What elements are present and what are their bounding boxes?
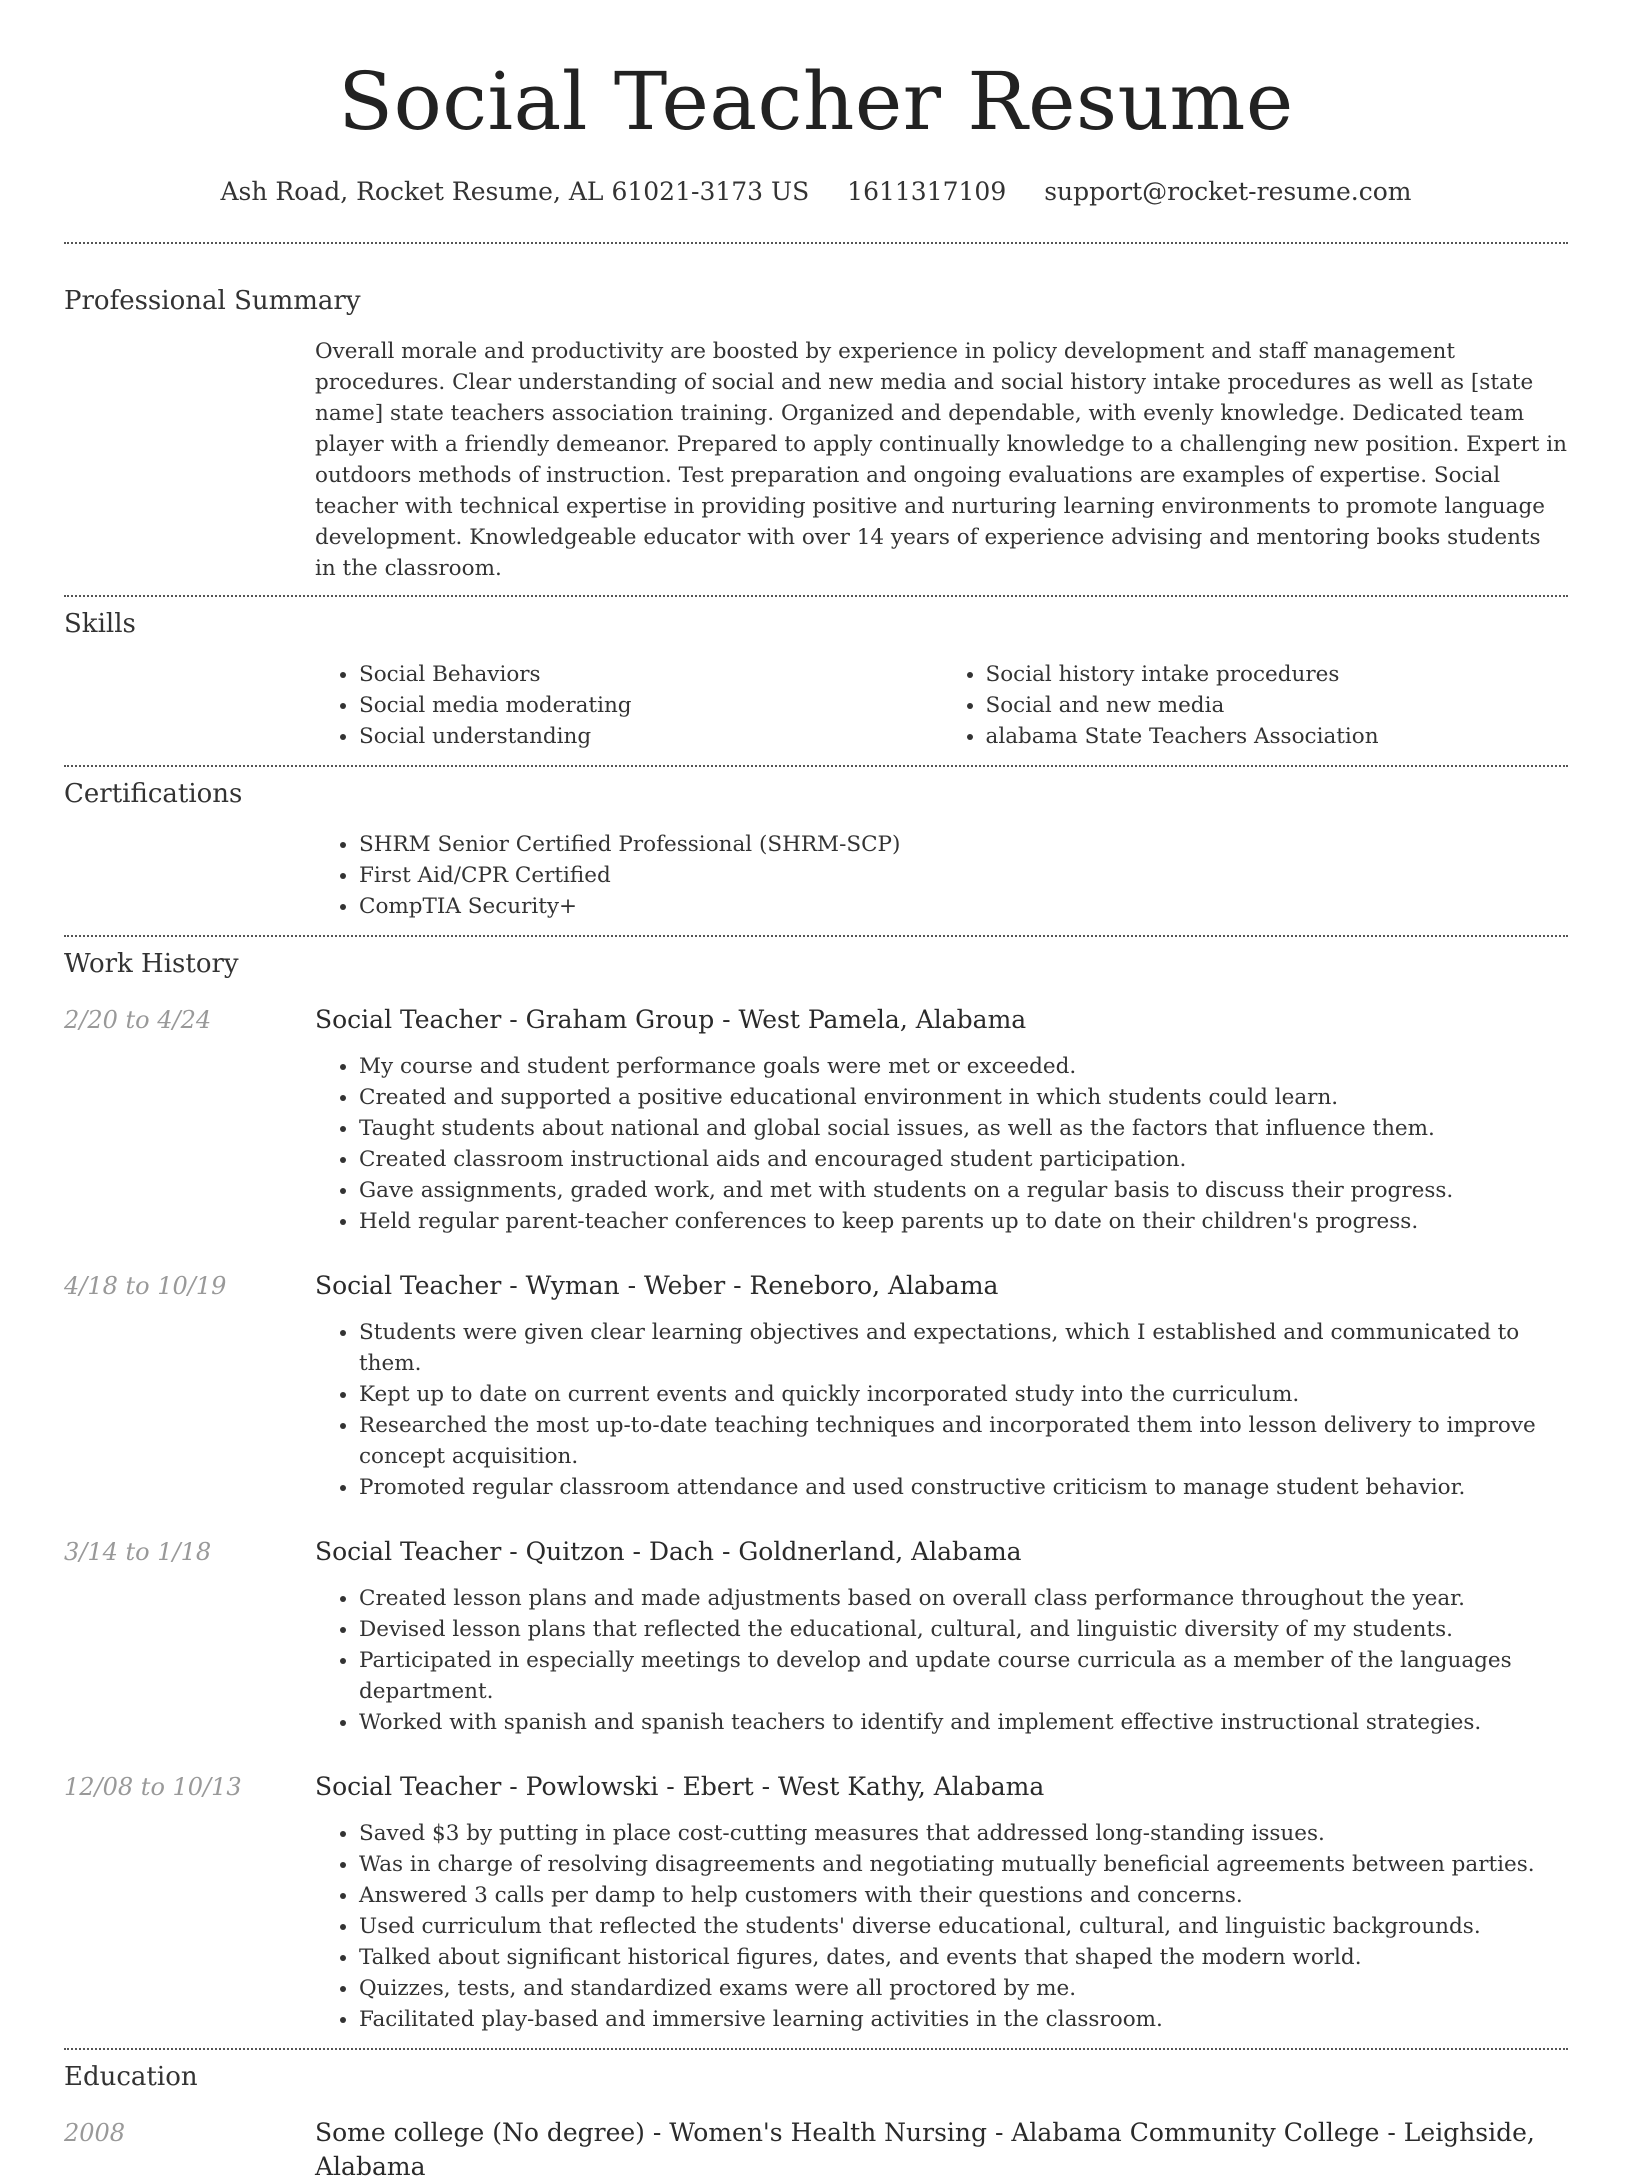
job-bullet: • Devised lesson plans that reflected the educational, cultural, and linguistic diversity of my students. <box>359 1614 1568 1645</box>
certification-item: • First Aid/CPR Certified <box>359 860 1568 891</box>
job-date: 2/20 to 4/24 <box>64 1006 212 1034</box>
education-heading: Some college (No degree) - Women's Health Nursing - Alabama Community College - Leighside, Alabama <box>315 2118 1535 2181</box>
job-bullet: • Answered 3 calls per damp to help customers with their questions and concerns. <box>359 1880 1568 1911</box>
skill-item: • Social Behaviors <box>359 659 942 690</box>
job-bullet: • My course and student performance goals were met or exceeded. <box>359 1051 1568 1082</box>
certifications-section <box>64 777 1568 922</box>
resume-page <box>64 0 1568 2184</box>
job-bullet: • Was in charge of resolving disagreements and negotiating mutually beneficial agreements between parties. <box>359 1849 1568 1880</box>
job-bullet: • Used curriculum that reflected the students' diverse educational, cultural, and linguistic backgrounds. <box>359 1911 1568 1942</box>
job-bullet: • Facilitated play-based and immersive learning activities in the classroom. <box>359 2004 1568 2035</box>
section-title-certifications: Certifications <box>64 779 243 809</box>
job-bullet: • Students were given clear learning objectives and expectations, which I established and communicated to them. <box>359 1317 1568 1379</box>
job-entry <box>64 1770 1568 2035</box>
contact-phone: 1611317109 <box>847 177 1007 206</box>
work-history-section <box>64 947 1568 2035</box>
skill-item: • Social media moderating <box>359 690 942 721</box>
skills-section <box>64 607 1568 752</box>
job-bullet: • Created classroom instructional aids and encouraged student participation. <box>359 1144 1568 1175</box>
skill-item: • Social history intake procedures <box>986 659 1569 690</box>
section-divider <box>64 935 1568 937</box>
contact-address: Ash Road, Rocket Resume, AL 61021-3173 US <box>220 177 810 206</box>
job-date: 4/18 to 10/19 <box>64 1272 227 1300</box>
job-bullets <box>315 1051 1568 1237</box>
section-title-work: Work History <box>64 949 239 979</box>
job-bullet: • Researched the most up-to-date teaching techniques and incorporated them into lesson delivery to improve concept acquisition. <box>359 1410 1568 1472</box>
job-bullet: • Talked about significant historical figures, dates, and events that shaped the modern world. <box>359 1942 1568 1973</box>
section-divider <box>64 765 1568 767</box>
job-bullet: • Saved $3 by putting in place cost-cutting measures that addressed long-standing issues. <box>359 1818 1568 1849</box>
job-entry <box>64 1269 1568 1503</box>
section-divider <box>64 2048 1568 2050</box>
certification-item: • SHRM Senior Certified Professional (SHRM-SCP) <box>359 829 1568 860</box>
job-heading: Social Teacher - Graham Group - West Pamela, Alabama <box>315 1005 1027 1034</box>
job-bullet: • Kept up to date on current events and quickly incorporated study into the curriculum. <box>359 1379 1568 1410</box>
job-heading: Social Teacher - Powlowski - Ebert - West Kathy, Alabama <box>315 1772 1045 1801</box>
skill-item: • alabama State Teachers Association <box>986 721 1569 752</box>
job-entry <box>64 1003 1568 1237</box>
contact-email: support@rocket-resume.com <box>1044 177 1412 206</box>
job-bullet: • Held regular parent-teacher conferences to keep parents up to date on their children's progress. <box>359 1206 1568 1237</box>
job-bullet: • Gave assignments, graded work, and met with students on a regular basis to discuss their progress. <box>359 1175 1568 1206</box>
job-bullet: • Taught students about national and global social issues, as well as the factors that influence them. <box>359 1113 1568 1144</box>
job-bullets <box>315 1583 1568 1738</box>
job-bullets <box>315 1818 1568 2035</box>
job-heading: Social Teacher - Quitzon - Dach - Goldnerland, Alabama <box>315 1537 1022 1566</box>
skills-list-right <box>942 659 1569 752</box>
job-date: 3/14 to 1/18 <box>64 1538 212 1566</box>
job-heading: Social Teacher - Wyman - Weber - Reneboro, Alabama <box>315 1271 999 1300</box>
contact-line <box>64 176 1568 208</box>
skill-item: • Social and new media <box>986 690 1569 721</box>
section-title-skills: Skills <box>64 609 136 639</box>
skills-list-left <box>315 659 942 752</box>
job-bullet: • Participated in especially meetings to develop and update course curricula as a member of the languages department. <box>359 1645 1568 1707</box>
job-bullet: • Worked with spanish and spanish teachers to identify and implement effective instructional strategies. <box>359 1707 1568 1738</box>
education-section <box>64 2060 1568 2184</box>
section-title-education: Education <box>64 2062 198 2092</box>
certification-item: • CompTIA Security+ <box>359 891 1568 922</box>
certifications-list <box>315 829 1568 922</box>
summary-text: Overall morale and productivity are boosted by experience in policy development and staff management procedures. Clear understanding of social and new media and social history intake procedures as well as [state name] state teachers association training. Organized and dependable, with evenly knowledge. Dedicated team player with a friendly demeanor. Prepared to apply continually knowledge to a challenging new position. Expert in outdoors methods of instruction. Test preparation and ongoing evaluations are examples of expertise. Social teacher with technical expertise in providing positive and nurturing learning environments to promote language development. Knowledgeable educator with over 14 years of experience advising and mentoring books students in the classroom. <box>315 339 1567 581</box>
section-divider <box>64 595 1568 597</box>
job-bullet: • Created lesson plans and made adjustments based on overall class performance throughout the year. <box>359 1583 1568 1614</box>
job-bullets <box>315 1317 1568 1503</box>
job-bullet: • Created and supported a positive educational environment in which students could learn. <box>359 1082 1568 1113</box>
job-bullet: • Quizzes, tests, and standardized exams were all proctored by me. <box>359 1973 1568 2004</box>
job-entry <box>64 1535 1568 1738</box>
resume-title: Social Teacher Resume <box>338 55 1294 148</box>
skill-item: • Social understanding <box>359 721 942 752</box>
education-entry <box>64 2116 1568 2184</box>
education-date: 2008 <box>64 2119 126 2147</box>
section-title-summary: Professional Summary <box>64 286 361 316</box>
job-date: 12/08 to 10/13 <box>64 1773 242 1801</box>
job-bullet: • Promoted regular classroom attendance and used constructive criticism to manage student behavior. <box>359 1472 1568 1503</box>
